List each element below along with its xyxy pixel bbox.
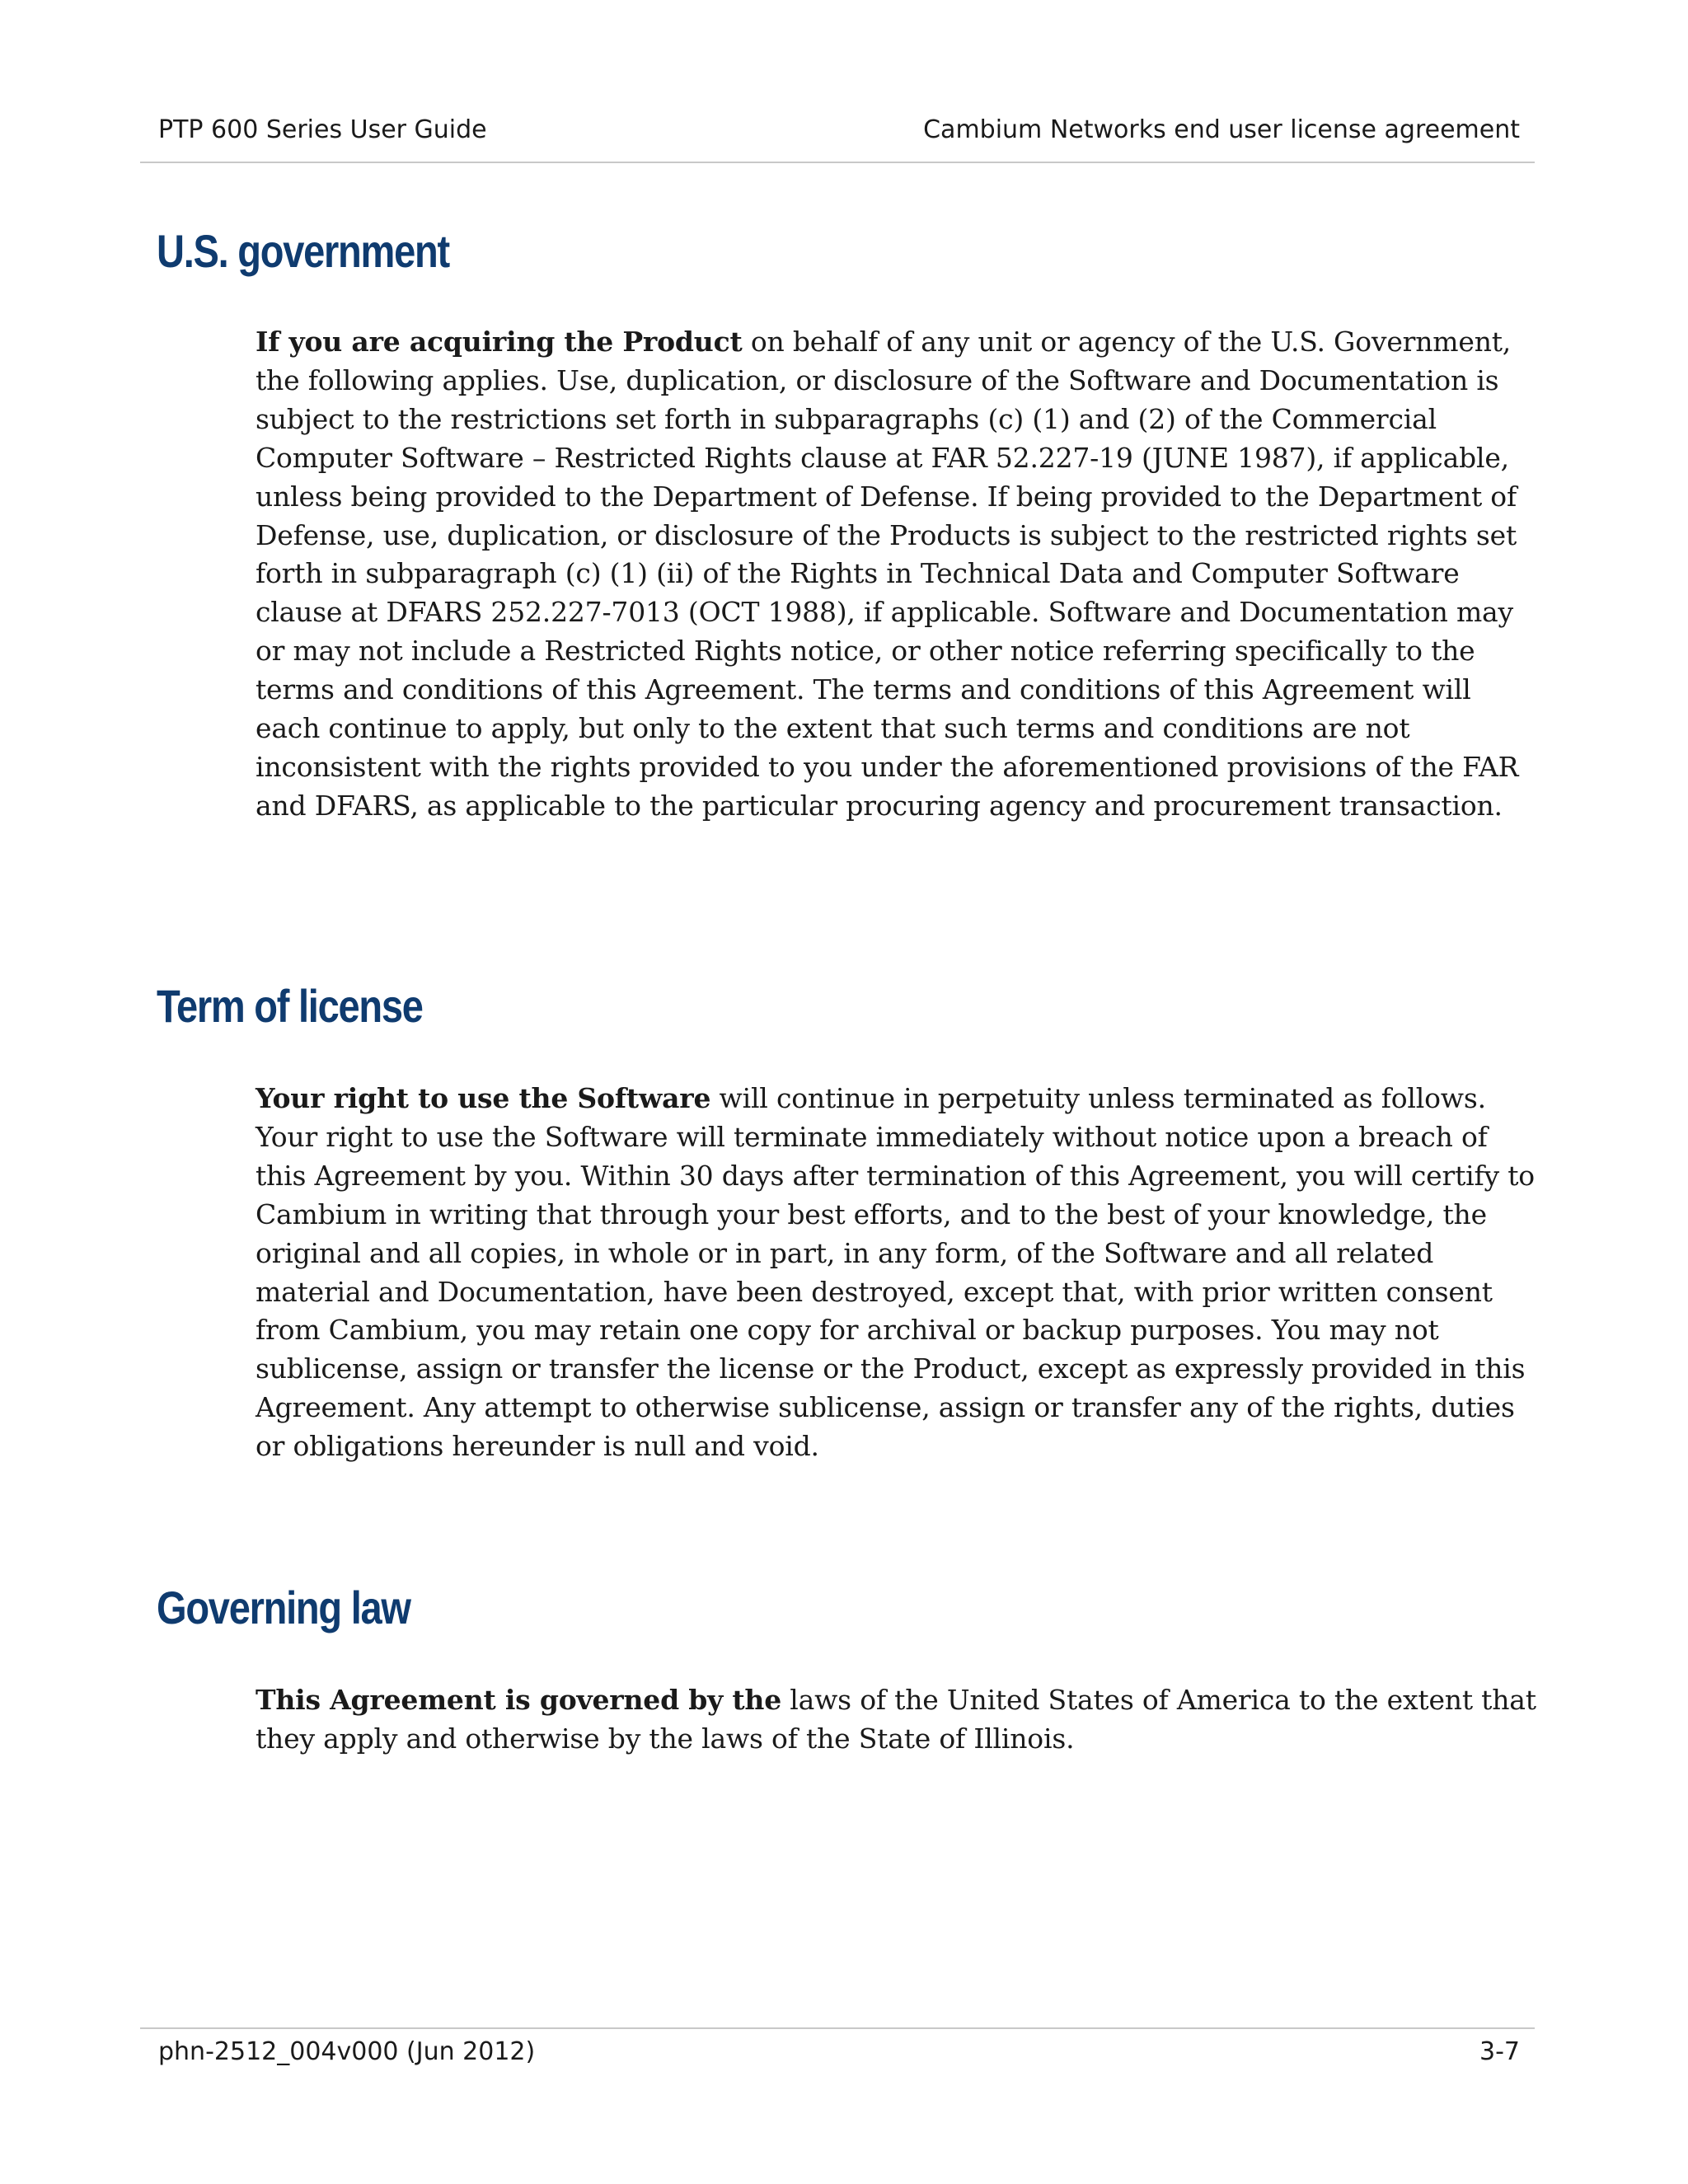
page-footer bbox=[158, 2037, 1520, 2072]
paragraph-lead-text: Your right to use the Software bbox=[256, 1082, 711, 1114]
section-heading-us-government: U.S. government bbox=[157, 225, 449, 277]
header-chapter-title: Cambium Networks end user license agreement bbox=[923, 115, 1520, 144]
section-heading-governing-law: Governing law bbox=[157, 1582, 410, 1633]
footer-document-id: phn-2512_004v000 (Jun 2012) bbox=[158, 2037, 536, 2066]
header-divider bbox=[140, 162, 1535, 163]
section-paragraph-us-government bbox=[256, 323, 1541, 826]
section-heading-term-of-license: Term of license bbox=[157, 980, 423, 1032]
footer-page-number: 3-7 bbox=[1479, 2037, 1520, 2066]
paragraph-lead-text: This Agreement is governed by the bbox=[256, 1684, 782, 1716]
header-document-title: PTP 600 Series User Guide bbox=[158, 115, 487, 144]
page-header bbox=[158, 115, 1520, 150]
paragraph-lead-text: If you are acquiring the Product bbox=[256, 326, 743, 358]
section-paragraph-governing-law bbox=[256, 1681, 1541, 1759]
paragraph-body-text: will continue in perpetuity unless terminated as follows. Your right to use the Software will terminate immediately without notice upon a breach of this Agreement by you. Within 30 days after termination of this Agreement, you will certify to Cambium in writing that through your best efforts, and to the best of your knowledge, the original and all copies, in whole or in part, in any form, of the Software and all related material and Documentation, have been destroyed, except that, with prior written consent from Cambium, you may retain one copy for archival or backup purposes. You may not sublicense, assign or transfer the license or the Product, except as expressly provided in this Agreement. Any attempt to otherwise sublicense, assign or transfer any of the rights, duties or obligations hereunder is null and void. bbox=[256, 1082, 1535, 1463]
footer-divider bbox=[140, 2027, 1535, 2029]
section-paragraph-term-of-license bbox=[256, 1080, 1541, 1466]
paragraph-body-text: on behalf of any unit or agency of the U.S. Government, the following applies. Use, duplication, or disclosure of the Software and Documentation is subject to the restrictions set forth in subparagraphs (c) (1) and (2) of the Commercial Computer Software – Restricted Rights clause at FAR 52.227-19 (JUNE 1987), if applicable, unless being provided to the Department of Defense. If being provided to the Department of Defense, use, duplication, or disclosure of the Products is subject to the restricted rights set forth in subparagraph (c) (1) (ii) of the Rights in Technical Data and Computer Software clause at DFARS 252.227-7013 (OCT 1988), if applicable. Software and Documentation may or may not include a Restricted Rights notice, or other notice referring specifically to the terms and conditions of this Agreement. The terms and conditions of this Agreement will each continue to apply, but only to the extent that such terms and conditions are not inconsistent with the rights provided to you under the aforementioned provisions of the FAR and DFARS, as applicable to the particular procuring agency and procurement transaction. bbox=[256, 326, 1519, 822]
paragraph-body-text: laws of the United States of America to the extent that they apply and otherwise by the laws of the State of Illinois. bbox=[256, 1684, 1536, 1755]
